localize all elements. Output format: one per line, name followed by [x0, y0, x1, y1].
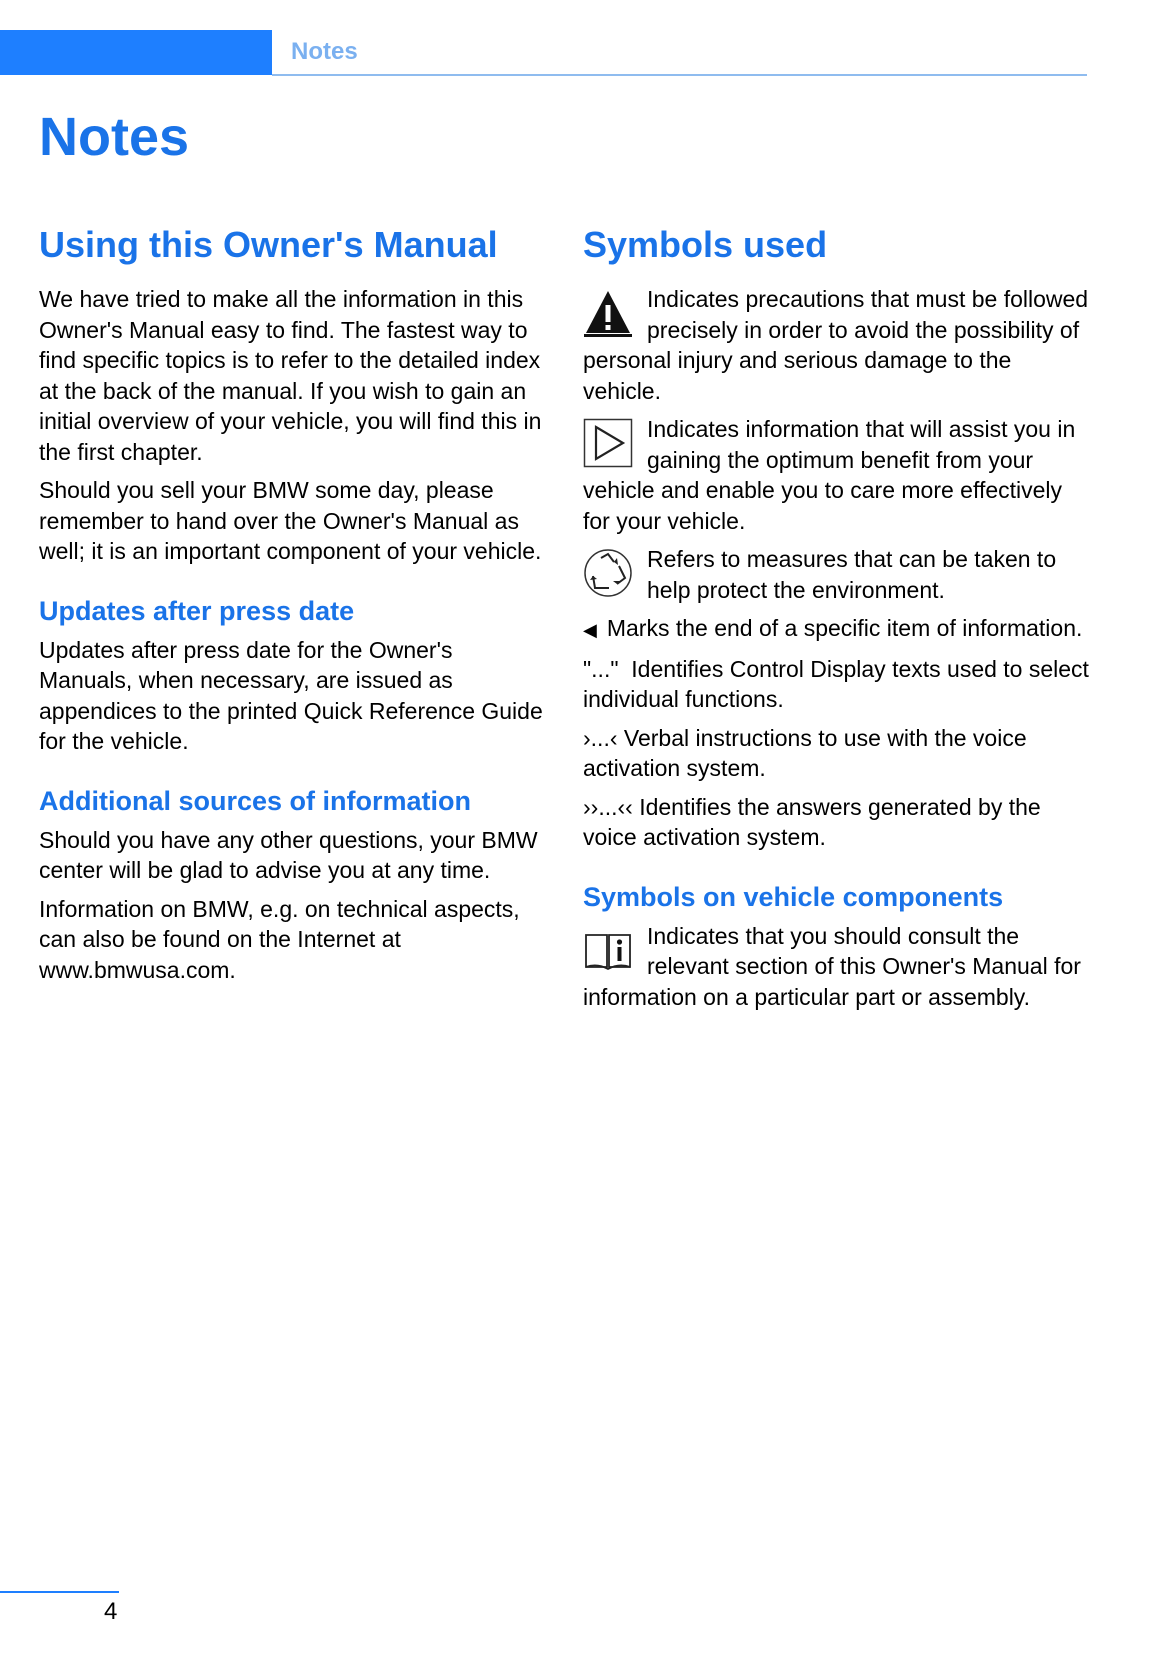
recycle-icon [583, 548, 633, 598]
end-marker-entry [583, 613, 1093, 646]
end-marker-text: Marks the end of a specific item of information. [606, 615, 1083, 641]
sources-paragraph-1: Should you have any other questions, your BMW center will be glad to advise you at any time. [39, 826, 538, 883]
symbol-environment-text: Refers to measures that can be taken to help protect the environment. [647, 546, 1057, 603]
answers-text: Identifies the answers generated by the voice activation system. [583, 793, 1041, 850]
updates-heading: Updates after press date [39, 595, 355, 626]
header-rule [272, 74, 1087, 76]
right-column [583, 222, 1093, 1020]
left-column [39, 222, 547, 993]
updates-paragraph: Updates after press date for the Owner's Manuals, when necessary, are issued as appendices to the printed Quick Reference Guide for the vehicle. [39, 636, 543, 754]
warning-triangle-icon [583, 288, 633, 338]
manual-paragraph-1: We have tried to make all the information in this Owner's Manual easy to find. The fastest way to find specific topics is to refer to the detailed index at the back of the manual. If you wish to gain an initial overview of your vehicle, you will find this in the first chapter. [39, 286, 542, 465]
symbol-environment-entry [583, 544, 1093, 605]
symbol-book-entry [583, 921, 1093, 1013]
verbal-symbol: ›...‹ [583, 724, 618, 751]
header-accent-bar [0, 30, 272, 75]
verbal-entry [583, 723, 1093, 784]
end-marker-icon: ◀ [583, 620, 597, 640]
book-info-icon [583, 925, 633, 975]
symbol-warning-text: Indicates precautions that must be followed precisely in order to avoid the possibility of personal injury and serious damage to the vehicle. [583, 286, 1089, 404]
components-heading: Symbols on vehicle components [583, 881, 1004, 912]
control-display-text: Identifies Control Display texts used to select individual functions. [583, 655, 1089, 712]
answers-symbol: ››...‹‹ [583, 793, 633, 820]
symbol-warning-entry [583, 284, 1093, 406]
control-display-symbol: "..." [583, 655, 619, 682]
footer-rule [0, 1591, 119, 1593]
verbal-text: Verbal instructions to use with the voice activation system. [583, 724, 1027, 781]
page-number: 4 [104, 1598, 118, 1625]
answers-entry [583, 792, 1093, 853]
page-title: Notes [39, 107, 190, 167]
symbol-info-entry [583, 414, 1093, 536]
sources-paragraph-2: Information on BMW, e.g. on technical aspects, can also be found on the Internet at www.bmwusa.com. [39, 895, 520, 983]
sources-heading: Additional sources of information [39, 785, 472, 816]
manual-paragraph-2: Should you sell your BMW some day, please remember to hand over the Owner's Manual as well; it is an important component of your vehicle. [39, 477, 542, 564]
manual-heading: Using this Owner's Manual [39, 224, 498, 265]
symbol-info-text: Indicates information that will assist you in gaining the optimum benefit from your vehicle and enable you to care more effectively for your vehicle. [583, 416, 1076, 534]
play-arrow-icon [583, 418, 633, 468]
symbols-heading: Symbols used [583, 224, 828, 265]
symbol-book-text: Indicates that you should consult the relevant section of this Owner's Manual for information on a particular part or assembly. [583, 922, 1081, 1010]
control-display-entry [583, 654, 1093, 715]
header-section-label: Notes [291, 38, 358, 65]
